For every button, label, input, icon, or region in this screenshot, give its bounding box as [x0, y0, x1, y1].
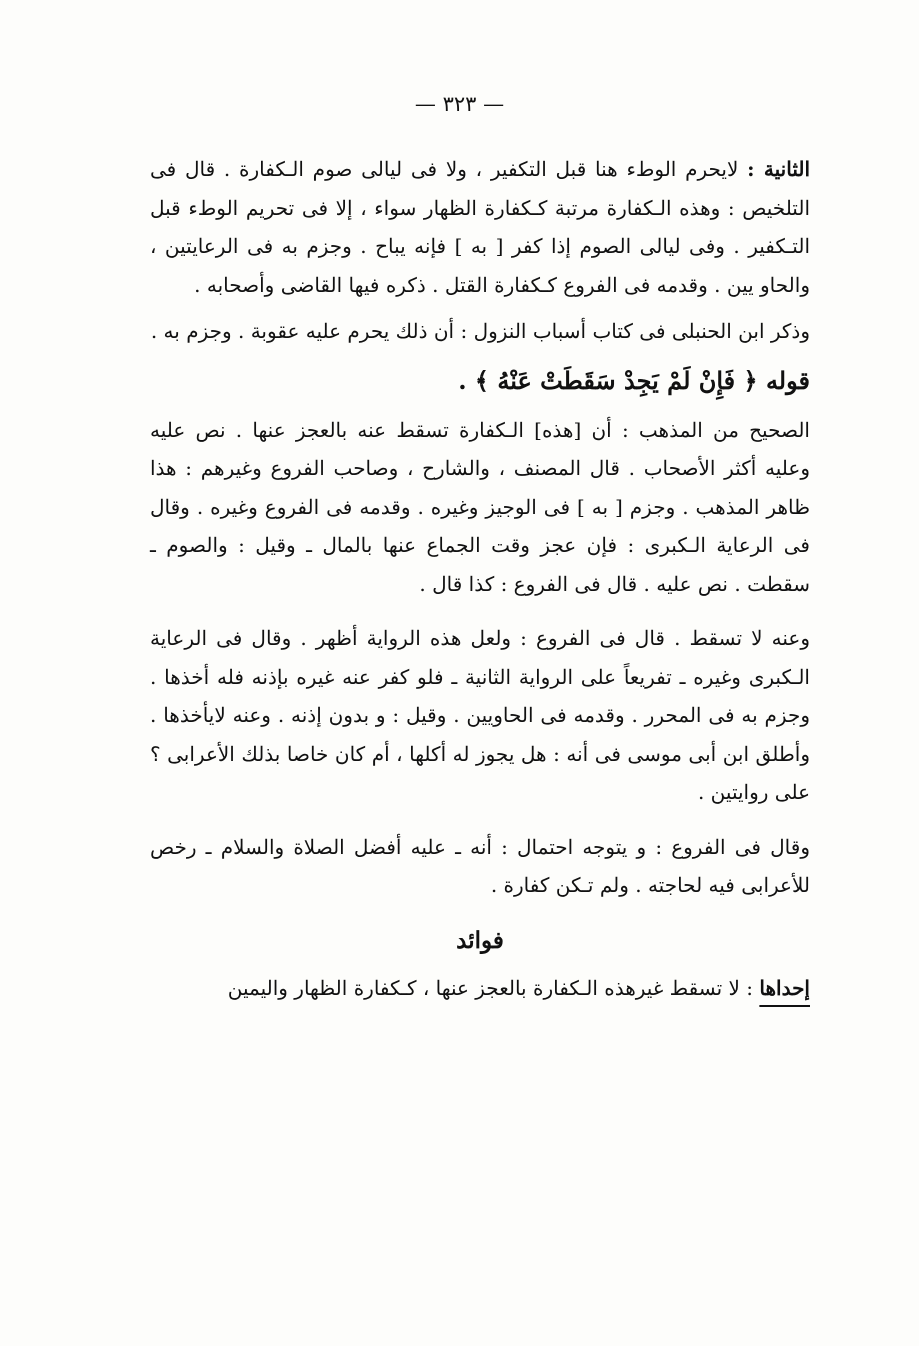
body-text	[150, 150, 810, 1007]
paragraph-first-benefit	[150, 969, 810, 1008]
paragraph-text: : لا تسقط غيرهذه الـكفارة بالعجز عنها ، كـكفارة الظهار واليمين	[227, 975, 760, 1000]
paragraph-text: لايحرم الوطء هنا قبل التكفير ، ولا فى ليالى صوم الـكفارة . قال فى التلخيص : وهذه الـكفارة مرتبة كـكفارة الظهار سواء ، إلا فى تحريم الوطء قبل التـكفير . وفى ليالى الصوم إذا كفر [ به ] فإنه يباح . وجزم به فى الرعايتين ، والحاو يين . وقدمه فى الفروع كـكفارة القتل . ذكره فيها القاضى وأصحابه .	[150, 157, 810, 297]
page-number: — ٣٢٣ —	[414, 92, 505, 116]
paragraph-ibn-hanbali: وذكر ابن الحنبلى فى كتاب أسباب النزول : أن ذلك يحرم عليه عقوبة . وجزم به .	[150, 319, 810, 343]
issue-term: الثانية :	[747, 157, 810, 181]
paragraph-furu: وقال فى الفروع : و يتوجه احتمال : أنه ـ عليه أفضل الصلاة والسلام ـ رخص للأعرابى فيه لحاجته . ولم تـكن كفارة .	[150, 834, 810, 897]
paragraph-madhhab: الصحيح من المذهب : أن [هذه] الـكفارة تسقط عنه بالعجز عنها . نص عليه وعليه أكثر الأصحاب . قال المصنف ، والشارح ، وصاحب الفروع وغيرهم : هذا ظاهر المذهب . وجزم [ به ] فى الوجيز وغيره . وقدمه فى الفروع وغيره . وقال فى الرعاية الـكبرى : فإن عجز وقت الجماع عنها بالمال ـ وقيل : والصوم ـ سقطت . نص عليه . قال فى الفروع : كذا قال .	[150, 417, 810, 596]
paragraph-another-narration: وعنه لا تسقط . قال فى الفروع : ولعل هذه الرواية أظهر . وقال فى الرعاية الـكبرى وغيره ـ تفريعاً على الرواية الثانية ـ فلو كفر عنه غيره بإذنه فله أخذها . وجزم به فى المحرر . وقدمه فى الحاويين . وقيل : و بدون إذنه . وعنه لايأخذها . وأطلق ابن أبى موسى فى أنه : هل يجوز له أكلها ، أم كان خاصا بذلك الأعرابى ؟ على روايتين .	[150, 626, 810, 804]
verse-label: قوله	[765, 365, 810, 395]
verse-heading	[150, 351, 810, 411]
paragraph-second-issue	[150, 150, 810, 304]
section-heading: فوائد	[456, 926, 504, 954]
verse-text: ﴿ فَإِنْ لَمْ يَجِدْ سَقَطَتْ عَنْهُ ﴾ .	[458, 365, 758, 395]
benefit-term: إحداها	[759, 975, 810, 1000]
